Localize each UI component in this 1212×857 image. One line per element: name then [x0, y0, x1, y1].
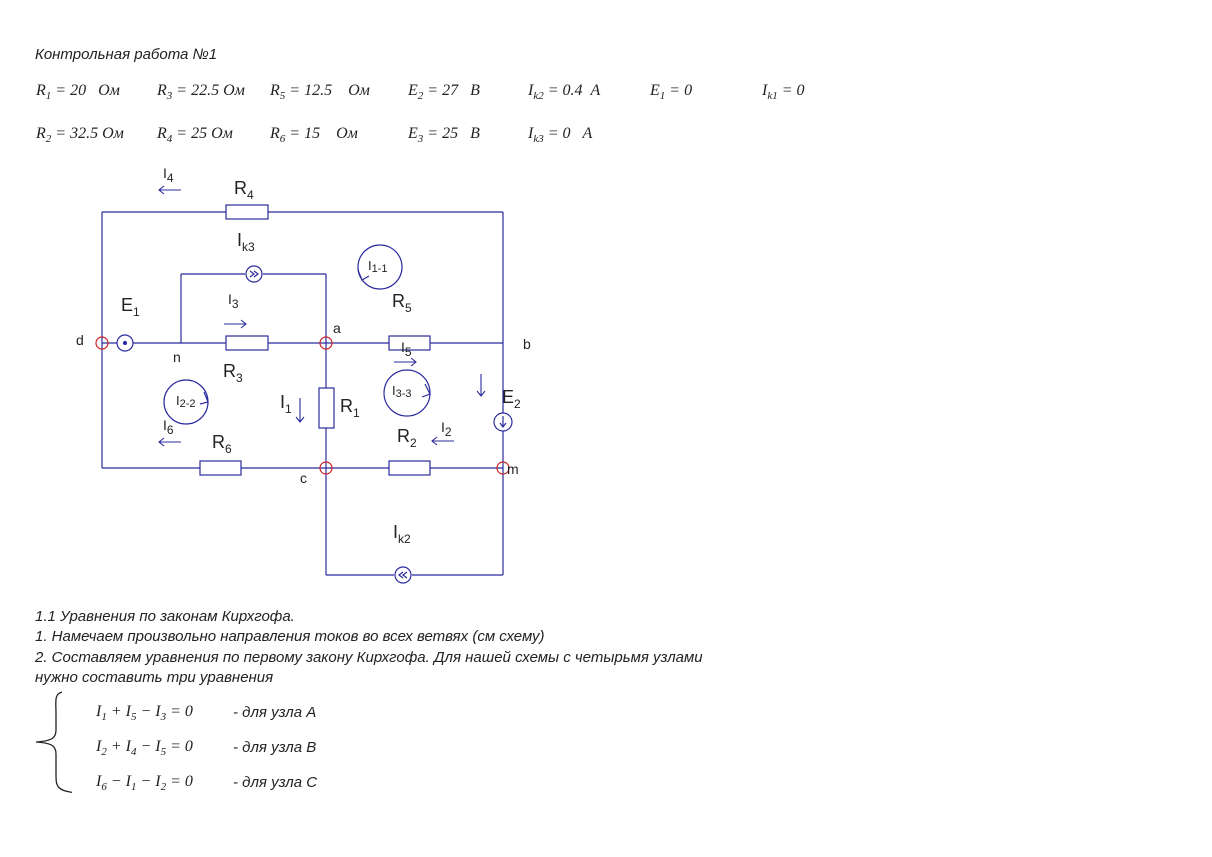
label-r1: $R_1$: [340, 396, 360, 420]
param-e2: $E_2 = 27$ В: [408, 82, 480, 102]
label-e1: $E_1$: [121, 295, 140, 319]
label-i11: I1-1: [368, 258, 388, 275]
label-i6: I6: [163, 417, 174, 437]
resistor-r3: [226, 336, 268, 350]
label-i2: I2: [441, 419, 452, 439]
label-r3: $R_3$: [223, 361, 243, 385]
label-r2: $R_2$: [397, 426, 417, 450]
arrow-e2-dir-icon: [477, 374, 485, 396]
arrow-i6-icon: [159, 438, 181, 446]
node-label-a: a: [333, 320, 341, 336]
node-label-d: d: [76, 332, 84, 348]
circuit-wires: [102, 212, 503, 575]
param-r4: $R_4 = 25$ Ом: [157, 125, 233, 145]
param-e3: $E_3 = 25$ В: [408, 125, 480, 145]
param-r3: $R_3 = 22.5$ Ом: [157, 82, 245, 102]
node-label-n: n: [173, 349, 181, 365]
equation-3-note: - для узла С: [233, 774, 318, 791]
arrow-i3-icon: [224, 320, 246, 328]
label-r6: $R_6$: [212, 432, 232, 456]
param-ik1: $I_{k1} = 0$: [762, 82, 805, 102]
text-line-2: 1. Намечаем произвольно направления токов во всех ветвях (см схему): [35, 628, 545, 645]
arrow-i4-icon: [159, 186, 181, 194]
label-i22: I2-2: [176, 393, 196, 410]
resistor-r2: [389, 461, 430, 475]
label-e2: $E_2$: [502, 387, 521, 411]
source-e2: [494, 413, 512, 431]
label-ik3: $I_{k3}$: [237, 230, 255, 254]
source-ik2: [395, 567, 411, 583]
param-ik2: $I_{k2} = 0.4$ А: [528, 82, 601, 102]
param-r1: $R_1 = 20$ Ом: [36, 82, 120, 102]
node-label-m: m: [507, 461, 519, 477]
param-e1: $E_1 = 0$: [650, 82, 693, 102]
param-r2: $R_2 = 32.5$ Ом: [36, 125, 124, 145]
node-label-c: c: [300, 470, 307, 486]
text-line-3: 2. Составляем уравнения по первому закону Кирхгофа. Для нашей схемы с четырьмя узлами: [35, 649, 703, 666]
text-line-4: нужно составить три уравнения: [35, 669, 274, 686]
label-r5: $R_5$: [392, 291, 412, 315]
equation-brace: [32, 690, 72, 795]
arrow-i1-icon: [296, 398, 304, 422]
label-i3: I3: [228, 291, 239, 311]
param-r6: $R_6 = 15$ Ом: [270, 125, 358, 145]
text-line-1: 1.1 Уравнения по законам Кирхгофа.: [35, 608, 295, 625]
source-e1: [117, 335, 133, 351]
equation-1-note: - для узла А: [233, 704, 317, 721]
label-i33: I3-3: [392, 383, 412, 400]
param-ik3: $I_{k3} = 0$ А: [528, 125, 593, 145]
resistor-r1: [319, 388, 334, 428]
equation-2-note: - для узла В: [233, 739, 317, 756]
source-ik3: [246, 266, 262, 282]
page-title: Контрольная работа №1: [35, 46, 218, 63]
resistor-r6: [200, 461, 241, 475]
equation-2: $I_2 + I_4 - I_5 = 0$: [96, 738, 193, 758]
label-ik2: $I_{k2}$: [393, 522, 411, 546]
equation-1: $I_1 + I_5 - I_3 = 0$: [96, 703, 193, 723]
resistor-r4: [226, 205, 268, 219]
label-i4: I4: [163, 165, 174, 185]
arrow-i5-icon: [394, 358, 416, 366]
param-r5: $R_5 = 12.5$ Ом: [270, 82, 370, 102]
label-i1: $I_1$: [280, 392, 292, 416]
label-r4: $R_4$: [234, 178, 254, 202]
equation-3: $I_6 - I_1 - I_2 = 0$: [96, 773, 193, 793]
label-i5: I5: [401, 339, 412, 359]
node-label-b: b: [523, 336, 531, 352]
